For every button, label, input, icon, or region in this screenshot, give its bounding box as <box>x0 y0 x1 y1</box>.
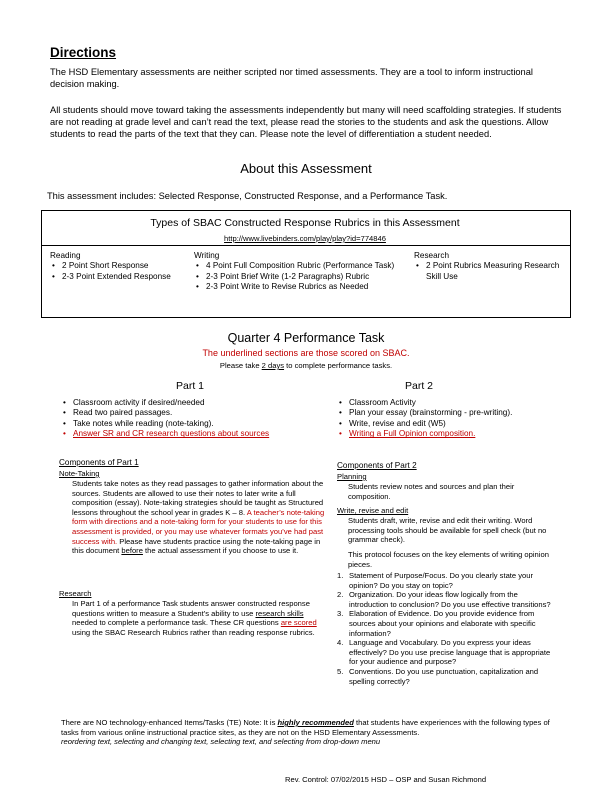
part1-item: • Classroom activity if desired/needed <box>61 398 321 408</box>
note-taking-text <box>72 479 330 556</box>
directions-para2: All students should move toward taking the assessments independently but many will need scaffolding strategies. If students are not reading at grade level and can’t read the text, please read the stories to the students and ask the questions. Allow students to read the parts of the text that they can. Please note the level of differentiation a student needed. <box>50 105 562 140</box>
q4-days-link: 2 days <box>261 361 285 370</box>
wre-text: Students draft, write, revise and edit their writing. Word processing tools should be available for spell check (but no grammar check). <box>348 516 547 545</box>
footer-rev: Rev. Control: 07/02/2015 HSD – OSP and Susan Richmond <box>285 775 487 784</box>
note-taking-red: A teacher’s note-taking form with directions and a note-taking form for your students to use for this assessment is provided, or you may use whatever formats you’ve had past success with. <box>72 507 325 546</box>
research-pre: In Part 1 of a performance Task students answer constructed response questions written to measure a Student’s ability to use <box>72 599 310 618</box>
part1-item: • Read two paired passages. <box>61 408 321 418</box>
part1-item: • Answer SR and CR research questions about sources <box>61 429 321 439</box>
research-text <box>72 599 324 637</box>
rubric-research-item: • 2 Point Rubrics Measuring Research Skill Use <box>414 261 564 282</box>
part2-list <box>337 398 577 440</box>
part2-components-heading: Components of Part 2 <box>337 461 417 470</box>
element-item: Organization. Do your ideas flow logically from the introduction to conclusion? Do you use effective transitions? <box>349 590 551 609</box>
note-taking-after-post: the actual assessment if you choose to use it. <box>142 546 299 556</box>
about-heading: About this Assessment <box>240 161 372 176</box>
footer-italic: reordering text, selecting and changing text, selecting text, and selecting from drop-down menu <box>61 737 381 747</box>
footer-post: that students have experiences with the following types of tasks from various online instructional practice sites, as they are not on the HSD Elementary Assessments. <box>61 718 550 737</box>
element-item: Conventions. Do you use punctuation, capitalization and spelling correctly? <box>349 666 539 686</box>
q4-note: The underlined sections are those scored on SBAC. <box>202 348 410 358</box>
q4-heading: Quarter 4 Performance Task <box>227 331 385 345</box>
research-label: Research <box>59 589 92 598</box>
rubric-research-heading: Research <box>414 251 450 260</box>
research-skills: research skills <box>255 608 304 618</box>
note-taking-after-pre: Please have students practice using the note-taking page in this document <box>72 536 321 556</box>
rubric-reading-col <box>50 251 175 282</box>
part2-item: • Classroom Activity <box>337 398 577 408</box>
q4-days-line <box>0 361 612 371</box>
note-taking-label: Note-Taking <box>59 469 100 478</box>
part2-item: • Plan your essay (brainstorming - pre-writing). <box>337 408 577 418</box>
research-post: using the SBAC Research Rubrics rather than reading response rubrics. <box>72 627 315 637</box>
directions-para1: The HSD Elementary assessments are neither scripted nor timed assessments. They are a tool to inform instructional decision making. <box>50 67 533 90</box>
rubrics-link[interactable]: http://www.livebinders.com/play/play?id=774846 <box>224 234 386 243</box>
rubric-writing-col <box>194 251 409 293</box>
element-item: Statement of Purpose/Focus. Do you clearly state your opinion? Do you stay on topic? <box>349 571 534 590</box>
part1-heading: Part 1 <box>176 380 205 392</box>
research-mid: needed to complete a performance task. These CR questions <box>72 618 281 628</box>
part1-components-heading: Components of Part 1 <box>59 458 139 467</box>
footer-note <box>61 718 561 747</box>
rubric-reading-heading: Reading <box>50 251 81 260</box>
note-taking-body: Students take notes as they read passages to gather information about the sources. Students are allowed to use their notes to later write a full composition (essay). Note-taking strategies should be taught as Structured lessons throughout the school year in grades K – 8. <box>72 479 324 517</box>
are-scored: are scored <box>280 618 317 628</box>
rubrics-title: Types of SBAC Constructed Response Rubrics in this Assessment <box>150 217 460 229</box>
part2-item: • Writing a Full Opinion composition. <box>337 429 577 439</box>
element-item: Language and Vocabulary. Do you express your ideas effectively? Do you use precise language that is appropriate for your audience and purpose? <box>349 638 551 667</box>
part2-item: • Write, revise and edit (W5) <box>337 419 577 429</box>
part1-list <box>61 398 321 440</box>
elements-list <box>337 571 559 686</box>
about-includes: This assessment includes: Selected Response, Constructed Response, and a Performance Task. <box>47 191 448 201</box>
rubric-research-col <box>414 251 564 282</box>
footer-highly: highly recommended <box>277 718 354 727</box>
rubric-writing-heading: Writing <box>194 251 220 260</box>
element-item: Elaboration of Evidence. Do you provide evidence from sources about your opinions and elaborate with specific information? <box>349 609 536 638</box>
planning-text: Students review notes and sources and plan their composition. <box>348 482 515 501</box>
rubric-reading-item: • 2 Point Short Response <box>50 261 175 271</box>
q4-days-pre: Please take <box>219 361 262 370</box>
rubric-writing-item: • 2-3 Point Write to Revise Rubrics as Needed <box>194 282 409 292</box>
planning-label: Planning <box>337 472 367 481</box>
footer-pre: There are NO technology-enhanced Items/Tasks (TE) Note: It is <box>61 718 278 727</box>
rubric-writing-item: • 4 Point Full Composition Rubric (Performance Task) <box>194 261 409 271</box>
before-word: before <box>121 546 143 556</box>
part2-heading: Part 2 <box>405 380 434 392</box>
q4-days-post: to complete performance tasks. <box>284 361 393 370</box>
part1-item: • Take notes while reading (note-taking). <box>61 419 321 429</box>
rubric-reading-item: • 2-3 Point Extended Response <box>50 272 175 282</box>
focus-text: This protocol focuses on the key elements of writing opinion pieces. <box>348 550 549 569</box>
wre-label: Write, revise and edit <box>337 506 409 515</box>
rubric-writing-item: • 2-3 Point Brief Write (1-2 Paragraphs) Rubric <box>194 272 409 282</box>
directions-heading: Directions <box>50 45 117 60</box>
